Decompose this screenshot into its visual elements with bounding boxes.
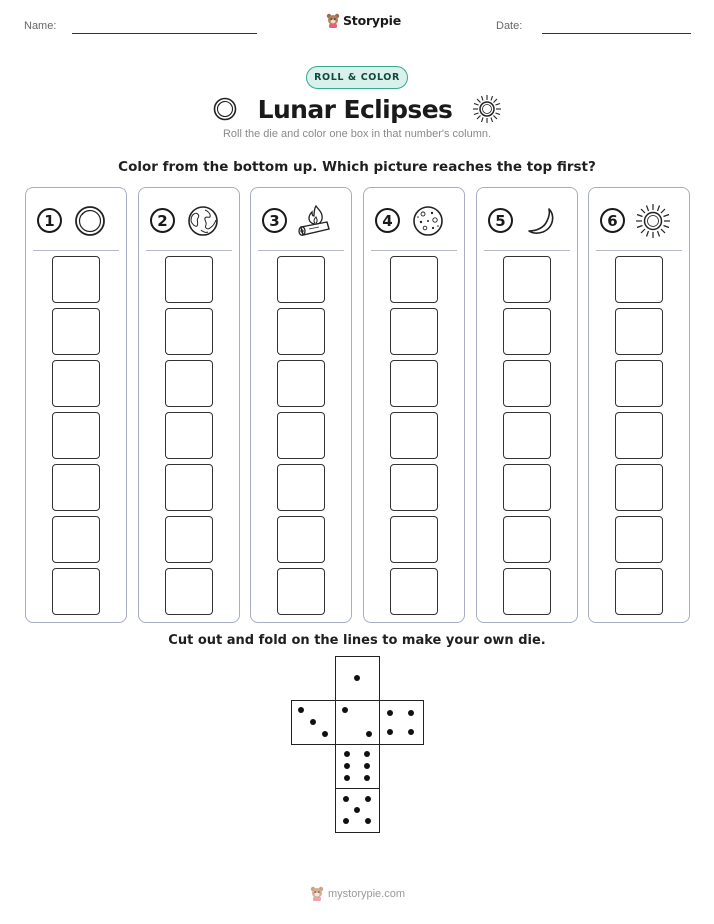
column-number: 6 [600,208,625,233]
color-box[interactable] [277,308,325,355]
color-box[interactable] [165,464,213,511]
pip [354,675,360,681]
brand-name: Storypie [343,13,401,28]
name-label: Name: [24,20,57,32]
column-divider [484,250,570,251]
pip [387,710,393,716]
color-box[interactable] [277,568,325,615]
color-box[interactable] [52,308,100,355]
bear-mascot-icon [326,13,340,28]
activity-badge: ROLL & COLOR [306,66,408,89]
column-5 [476,187,578,623]
die-face-five [335,788,380,833]
crescent-moon-icon [521,202,561,240]
color-box[interactable] [615,516,663,563]
color-box[interactable] [503,568,551,615]
color-box[interactable] [277,516,325,563]
column-header [589,188,689,250]
sun-icon [472,94,502,124]
color-box[interactable] [503,308,551,355]
storypie-logo [326,13,401,28]
column-divider [146,250,232,251]
color-box[interactable] [52,568,100,615]
column-2 [138,187,240,623]
column-header [26,188,126,250]
date-line [542,33,691,34]
column-number: 2 [150,208,175,233]
column-header [251,188,351,250]
color-box[interactable] [615,360,663,407]
date-label: Date: [496,20,523,32]
color-box[interactable] [615,256,663,303]
die-face-two [335,700,380,745]
moon-ring-icon [212,96,238,122]
color-box[interactable] [165,516,213,563]
color-box[interactable] [390,412,438,459]
color-box[interactable] [52,412,100,459]
column-header [364,188,464,250]
color-box[interactable] [277,256,325,303]
pip [342,707,348,713]
color-box[interactable] [503,256,551,303]
title-row [0,92,714,126]
pip [364,775,370,781]
sun-icon [633,202,673,240]
column-header [139,188,239,250]
pip [387,729,393,735]
pip [344,763,350,769]
color-box[interactable] [503,516,551,563]
die-face-four [379,700,424,745]
pip [322,731,328,737]
color-box[interactable] [503,464,551,511]
color-box[interactable] [165,568,213,615]
column-1 [25,187,127,623]
earth-icon [183,202,223,240]
color-box[interactable] [165,256,213,303]
campfire-icon [295,202,335,240]
color-box[interactable] [52,360,100,407]
color-box[interactable] [615,308,663,355]
column-number: 3 [262,208,287,233]
color-box[interactable] [615,568,663,615]
color-box[interactable] [277,360,325,407]
color-box[interactable] [52,516,100,563]
color-box[interactable] [165,412,213,459]
bear-mascot-icon [310,886,324,901]
color-box[interactable] [390,568,438,615]
column-header [477,188,577,250]
color-box[interactable] [503,360,551,407]
color-box[interactable] [165,308,213,355]
pip [298,707,304,713]
page-title: Lunar Eclipses [257,94,453,124]
color-box[interactable] [615,464,663,511]
column-number: 4 [375,208,400,233]
pip [365,796,371,802]
full-moon-icon [408,202,448,240]
color-box[interactable] [615,412,663,459]
column-6 [588,187,690,623]
pip [344,751,350,757]
color-box[interactable] [390,360,438,407]
color-box[interactable] [277,412,325,459]
color-box[interactable] [390,516,438,563]
column-number: 1 [37,208,62,233]
die-instruction: Cut out and fold on the lines to make your own die. [168,633,546,648]
color-box[interactable] [52,256,100,303]
column-divider [258,250,344,251]
column-divider [371,250,457,251]
pip [343,796,349,802]
pip [364,763,370,769]
pip [366,731,372,737]
die-face-six [335,744,380,789]
name-line [72,33,257,34]
moon-ring-icon [70,202,110,240]
color-box[interactable] [503,412,551,459]
color-box[interactable] [52,464,100,511]
column-4 [363,187,465,623]
die-face-one [335,656,380,701]
color-box[interactable] [277,464,325,511]
color-box[interactable] [390,308,438,355]
column-divider [596,250,682,251]
pip [354,807,360,813]
color-box[interactable] [390,256,438,303]
instruction: Color from the bottom up. Which picture reaches the top first? [118,159,596,175]
pip [343,818,349,824]
die-face-three [291,700,336,745]
subtitle: Roll the die and color one box in that number's column. [222,128,492,140]
pip [365,818,371,824]
pip [364,751,370,757]
color-box[interactable] [390,464,438,511]
pip [408,710,414,716]
column-divider [33,250,119,251]
column-number: 5 [488,208,513,233]
pip [344,775,350,781]
color-box[interactable] [165,360,213,407]
pip [310,719,316,725]
pip [408,729,414,735]
footer [310,886,405,901]
column-3 [250,187,352,623]
footer-url: mystorypie.com [328,887,406,900]
